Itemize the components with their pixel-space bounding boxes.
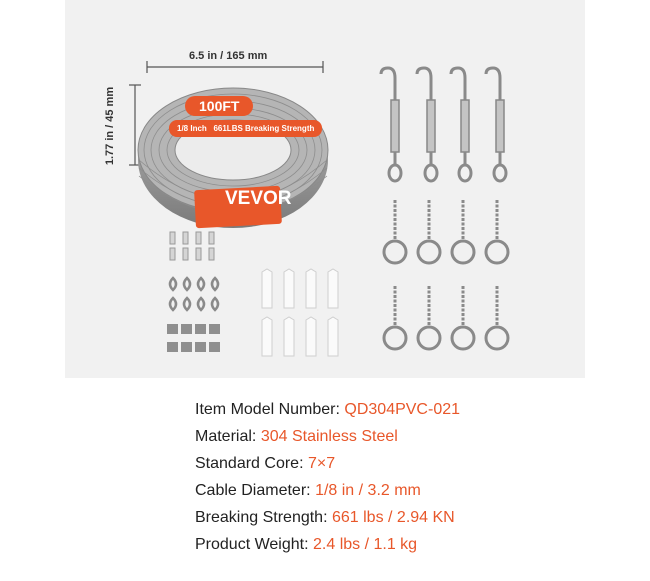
spec-value: 304 Stainless Steel [260, 428, 398, 445]
eye-screws [384, 200, 508, 349]
thimbles [170, 278, 218, 310]
spec-value: 1/8 in / 3.2 mm [315, 482, 421, 499]
spec-value: QD304PVC-021 [344, 401, 461, 418]
spec-weight [195, 534, 460, 561]
cable-ferrules [170, 232, 214, 260]
width-label: 6.5 in / 165 mm [189, 50, 268, 62]
spec-value: 7×7 [307, 455, 336, 472]
spec-label: Breaking Strength: [195, 509, 328, 526]
spec-label: Product Weight: [195, 536, 309, 553]
spec-value: 2.4 lbs / 1.1 kg [313, 536, 418, 553]
width-dimension-line [147, 61, 323, 73]
turnbuckles [381, 68, 506, 181]
wall-anchors [262, 269, 338, 356]
length-badge: 100FT [185, 96, 253, 116]
spec-core [195, 453, 460, 480]
spec-list [195, 399, 460, 561]
spec-label: Material: [195, 428, 257, 445]
spec-material [195, 426, 460, 453]
spec-label: Standard Core: [195, 455, 304, 472]
spec-model [195, 399, 460, 426]
product-image [65, 0, 585, 378]
wire-rope-clips [167, 324, 220, 352]
strength-banner: 1/8 Inch 661LBS Breaking Strength [169, 120, 322, 137]
spec-label: Item Model Number: [195, 401, 340, 418]
spec-value: 661 lbs / 2.94 KN [331, 509, 455, 526]
spec-diameter [195, 480, 460, 507]
height-label: 1.77 in / 45 mm [104, 86, 116, 166]
vevor-logo: VEVOR [225, 188, 292, 209]
spec-label: Cable Diameter: [195, 482, 311, 499]
spec-breaking-strength [195, 507, 460, 534]
